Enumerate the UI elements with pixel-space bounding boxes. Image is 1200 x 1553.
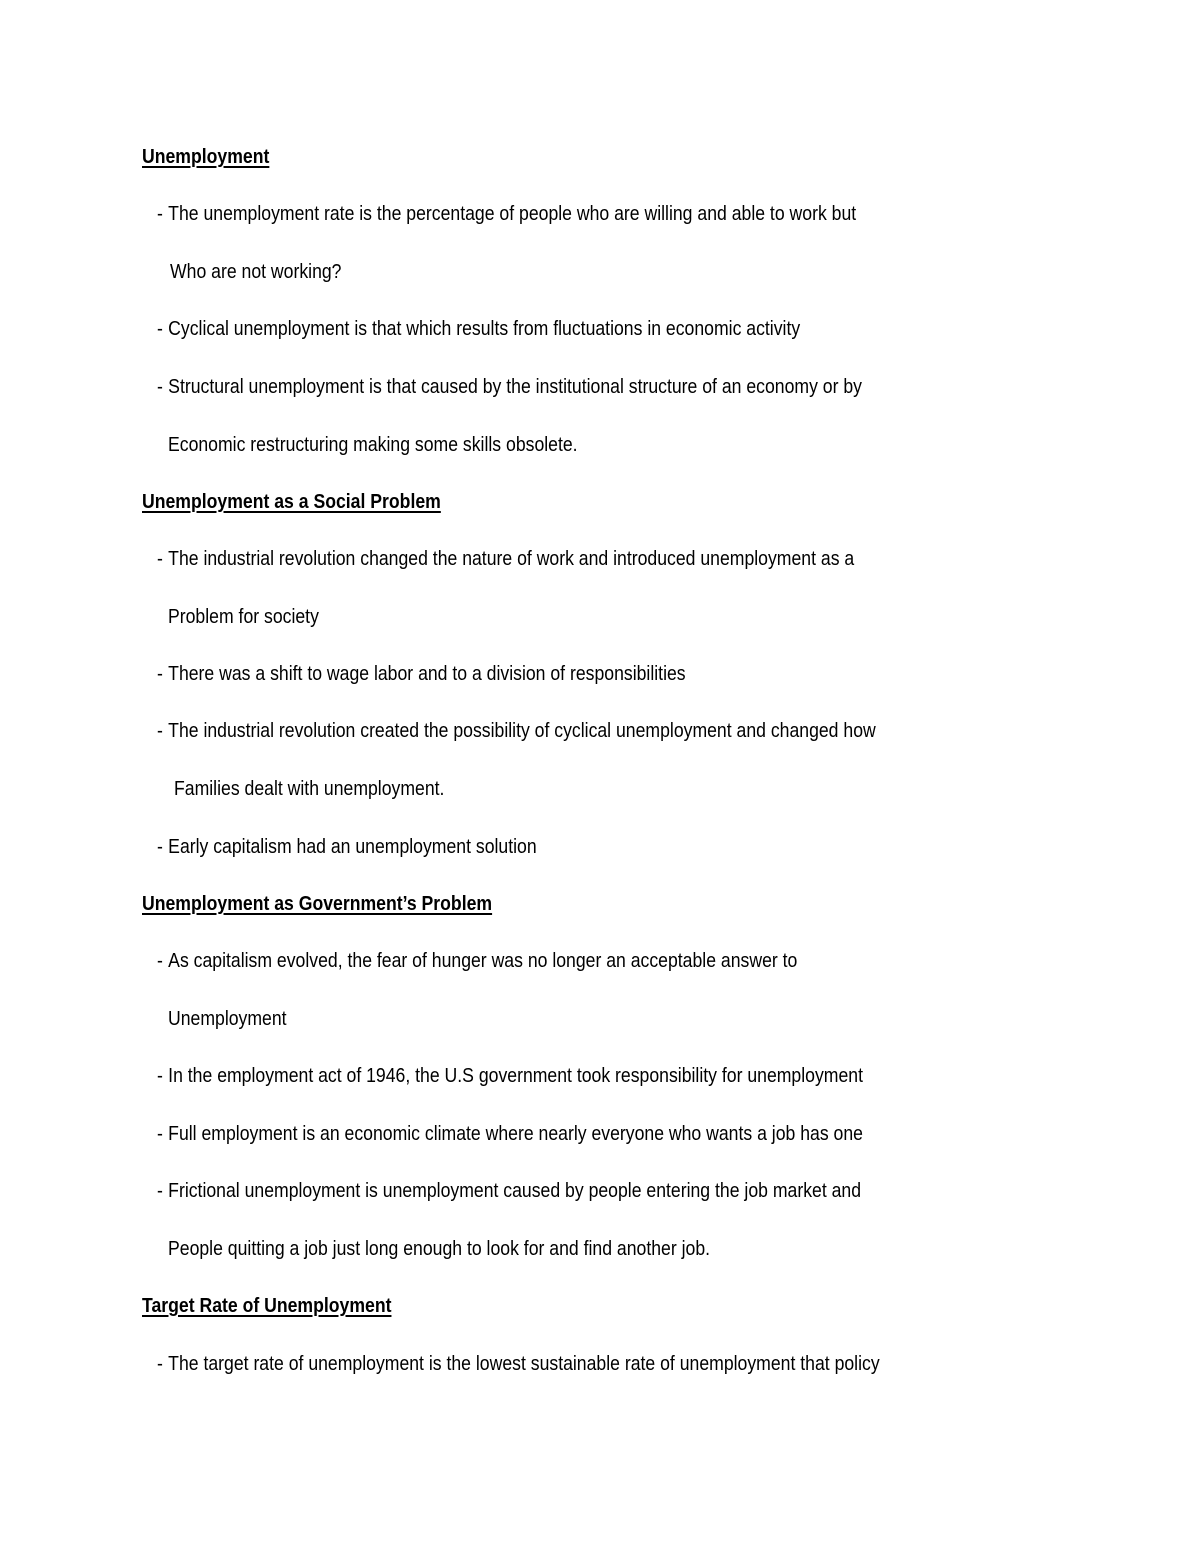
bullet-dash: - (157, 547, 163, 570)
bullet-text: Cyclical unemployment is that which results from fluctuations in economic activity (168, 317, 801, 340)
bullet-text: The industrial revolution changed the nature of work and introduced unemployment as a (168, 547, 855, 570)
bullet-text: The target rate of unemployment is the lowest sustainable rate of unemployment that policy (168, 1352, 880, 1375)
bullet-dash: - (157, 1179, 163, 1202)
bullet-dash: - (157, 719, 163, 742)
bullet-continuation: Economic restructuring making some skills obsolete. (168, 433, 578, 456)
bullet-text: Structural unemployment is that caused by the institutional structure of an economy or by (168, 375, 862, 398)
bullet-dash: - (157, 375, 163, 398)
bullet-text: Early capitalism had an unemployment solution (168, 835, 537, 858)
bullet-text: There was a shift to wage labor and to a division of responsibilities (168, 662, 686, 685)
bullet-continuation: Who are not working? (170, 260, 342, 283)
bullet-dash: - (157, 1352, 163, 1375)
bullet-continuation: Problem for society (168, 605, 319, 628)
bullet-continuation: People quitting a job just long enough to look for and find another job. (168, 1237, 711, 1260)
bullet-dash: - (157, 202, 163, 225)
bullet-text: Frictional unemployment is unemployment caused by people entering the job market and (168, 1179, 862, 1202)
bullet-continuation: Unemployment (168, 1007, 287, 1030)
bullet-text: The industrial revolution created the possibility of cyclical unemployment and changed how (168, 719, 876, 742)
bullet-dash: - (157, 317, 163, 340)
bullet-text: As capitalism evolved, the fear of hunger was no longer an acceptable answer to (168, 949, 798, 972)
bullet-text: In the employment act of 1946, the U.S government took responsibility for unemployment (168, 1064, 863, 1087)
bullet-continuation: Families dealt with unemployment. (174, 777, 445, 800)
section-heading: Unemployment as Government’s Problem (142, 892, 493, 915)
bullet-dash: - (157, 949, 163, 972)
section-heading: Unemployment (142, 145, 270, 168)
bullet-text: The unemployment rate is the percentage of people who are willing and able to work but (168, 202, 857, 225)
section-heading: Unemployment as a Social Problem (142, 490, 441, 513)
bullet-dash: - (157, 1122, 163, 1145)
section-heading: Target Rate of Unemployment (142, 1294, 392, 1317)
bullet-dash: - (157, 835, 163, 858)
bullet-dash: - (157, 1064, 163, 1087)
bullet-dash: - (157, 662, 163, 685)
bullet-text: Full employment is an economic climate where nearly everyone who wants a job has one (168, 1122, 863, 1145)
